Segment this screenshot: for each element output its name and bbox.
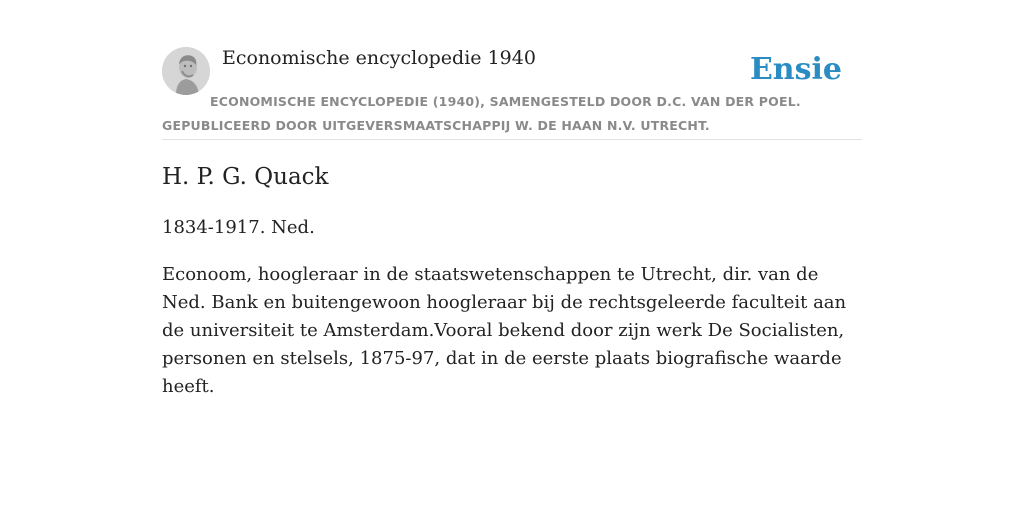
avatar[interactable]: [162, 47, 210, 95]
portrait-icon: [162, 47, 210, 95]
entry-title: H. P. G. Quack: [162, 164, 329, 190]
entry-dates: 1834-1917. Ned.: [162, 217, 315, 238]
source-meta: ECONOMISCHE ENCYCLOPEDIE (1940), SAMENGESTELD DOOR D.C. VAN DER POEL. GEPUBLICEERD DOOR UITGEVERSMAATSCHAPPIJ W. DE HAAN N.V. UTRECHT.: [162, 94, 801, 133]
brand-logo[interactable]: Ensie: [749, 52, 842, 87]
article-container: [162, 46, 862, 401]
source-header: [162, 46, 862, 140]
entry-body: Econoom, hoogleraar in de staatswetenschappen te Utrecht, dir. van de Ned. Bank en buitengewoon hoogleraar bij de rechtsgeleerde faculteit aan de universiteit te Amsterdam.Vooral bekend door zijn werk De Socialisten, personen en stelsels, 1875-97, dat in de eerste plaats biografische waarde heeft.: [162, 264, 847, 397]
source-title[interactable]: Economische encyclopedie 1940: [222, 47, 536, 69]
